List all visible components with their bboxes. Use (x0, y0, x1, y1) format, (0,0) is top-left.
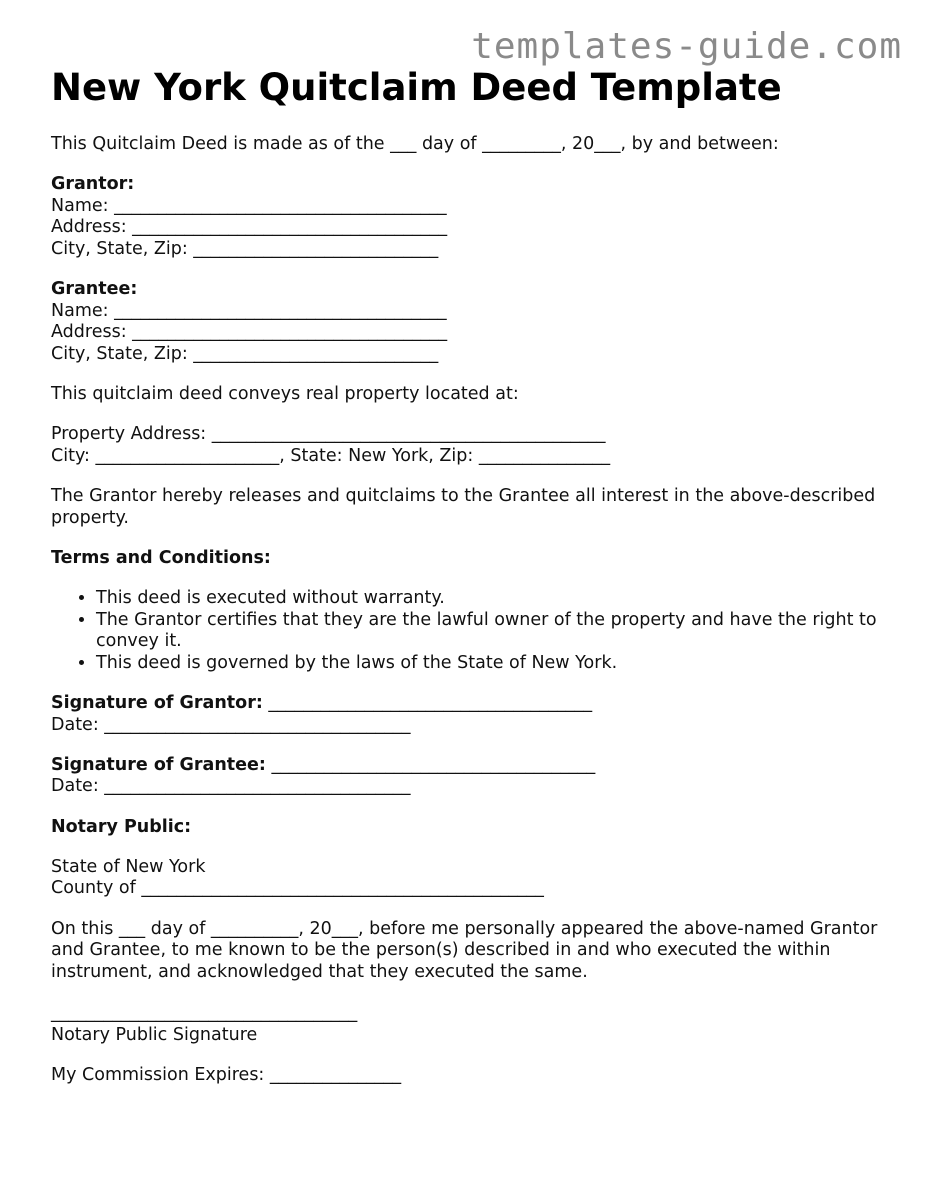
grantor-signature-line: _____________________________________ (262, 693, 593, 714)
terms-heading: Terms and Conditions: (51, 547, 271, 568)
notary-signature-section (51, 1003, 891, 1046)
release-paragraph: The Grantor hereby releases and quitclaims to the Grantee all interest in the above-described property. (51, 486, 876, 528)
grantor-name-field: Name: ______________________________________ (51, 195, 447, 216)
notary-county-field: County of ______________________________________________ (51, 878, 544, 899)
list-item: • This deed is executed without warranty. (96, 588, 891, 610)
notary-heading: Notary Public: (51, 816, 192, 837)
commission-expires-field: My Commission Expires: _______________ (51, 1064, 402, 1085)
grantee-name-field: Name: ______________________________________ (51, 300, 447, 321)
grantor-date-field: Date: ___________________________________ (51, 714, 411, 735)
grantee-city-field: City, State, Zip: ____________________________ (51, 343, 439, 364)
grantor-signature-label: Signature of Grantor: (51, 693, 263, 714)
grantee-signature-line: _____________________________________ (265, 754, 596, 775)
grantor-address-field: Address: ____________________________________ (51, 217, 448, 238)
grantor-city-field: City, State, Zip: ____________________________ (51, 238, 439, 259)
grantee-address-field: Address: ____________________________________ (51, 322, 448, 343)
intro-paragraph: This Quitclaim Deed is made as of the ___ day of _________, 20___, by and between: (51, 134, 779, 154)
grantor-heading: Grantor: (51, 174, 135, 195)
terms-list (51, 588, 891, 674)
grantee-heading: Grantee: (51, 279, 138, 300)
notary-state: State of New York (51, 856, 206, 877)
watermark-text: templates-guide.com (471, 26, 902, 67)
property-intro: This quitclaim deed conveys real property located at: (51, 384, 519, 405)
list-item: • This deed is governed by the laws of the State of New York. (96, 653, 891, 675)
property-address-field: Property Address: _____________________________________________ (51, 424, 606, 445)
grantor-section (51, 174, 891, 260)
notary-signature-label: Notary Public Signature (51, 1024, 258, 1045)
grantor-signature-section (51, 693, 891, 736)
grantee-section (51, 279, 891, 365)
list-item: • The Grantor certifies that they are the lawful owner of the property and have the right to convey it. (96, 610, 891, 653)
property-city-field: City: _____________________, State: New York, Zip: _______________ (51, 445, 611, 466)
page-title: New York Quitclaim Deed Template (51, 66, 782, 109)
notary-acknowledgment: On this ___ day of __________, 20___, before me personally appeared the above-named Grantor and Grantee, to me known to be the person(s) described in and who executed the within instrument, and acknowledged that they executed the same. (51, 918, 878, 982)
notary-venue (51, 857, 891, 900)
deed-body (51, 134, 891, 1086)
property-section (51, 424, 891, 467)
notary-signature-line: ___________________________________ (51, 1002, 358, 1023)
grantee-signature-label: Signature of Grantee: (51, 754, 266, 775)
grantee-date-field: Date: ___________________________________ (51, 776, 411, 797)
grantee-signature-section (51, 755, 891, 798)
